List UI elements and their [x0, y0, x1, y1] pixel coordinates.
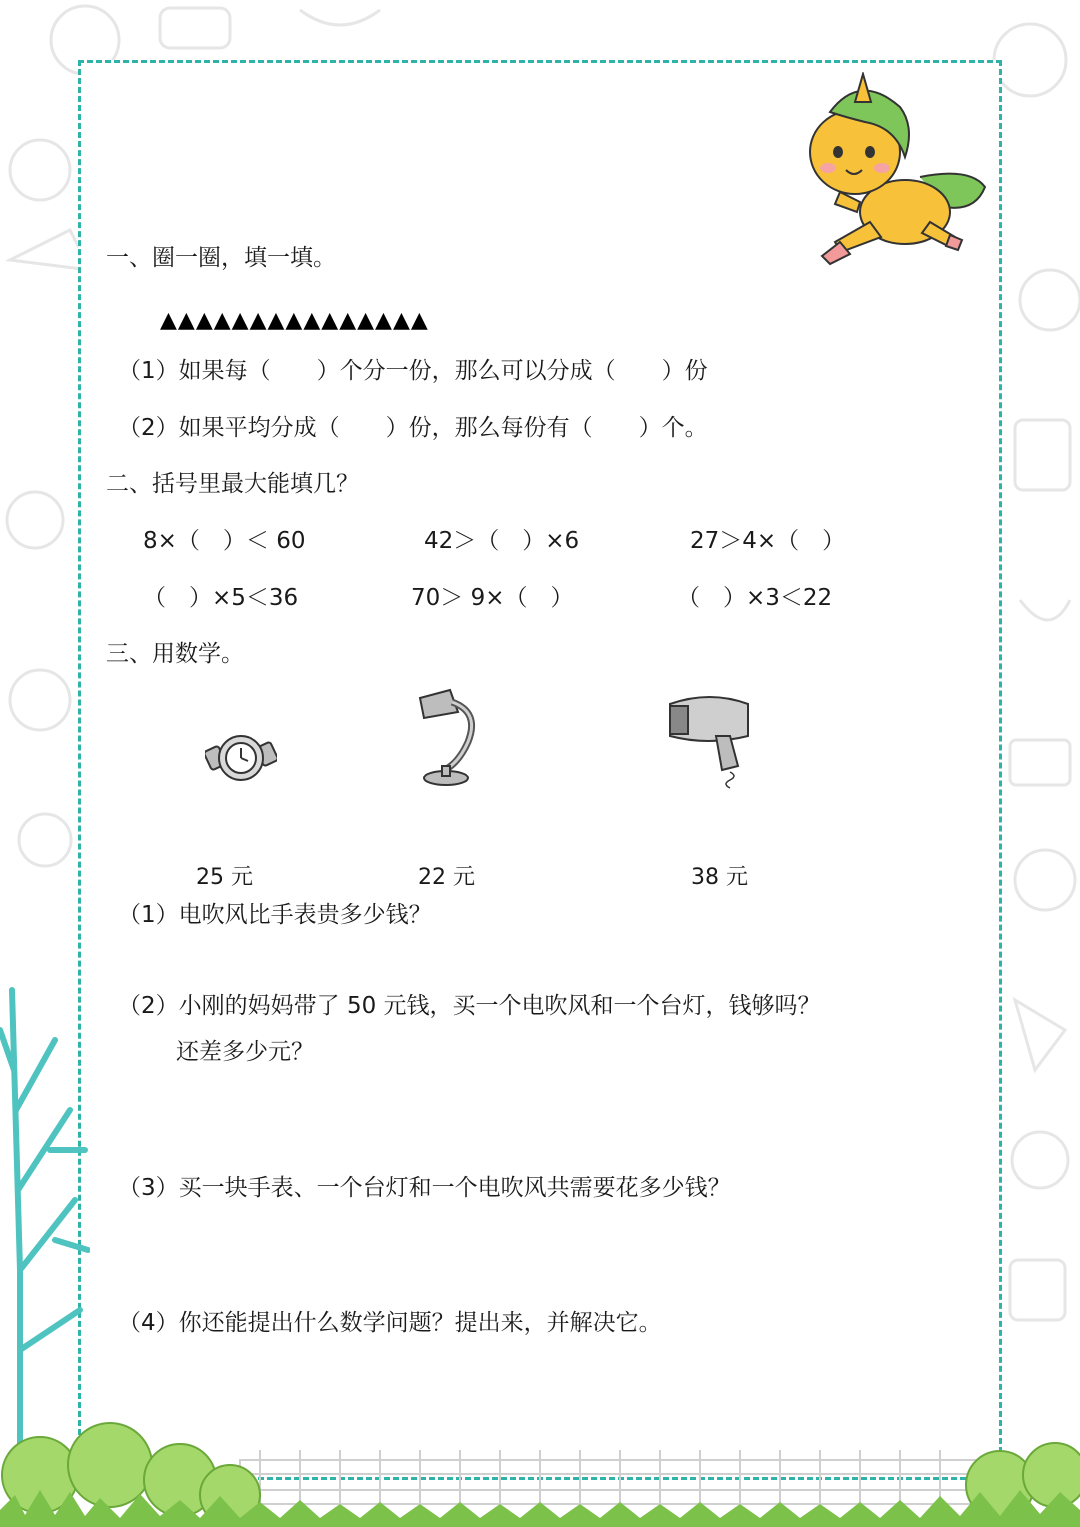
section-1-question-2: （2）如果平均分成（ ）份，那么每份有（ ）个。 [118, 415, 708, 441]
section-3-question-4: （4）你还能提出什么数学问题？提出来，并解决它。 [118, 1310, 662, 1336]
section-3-question-1: （1）电吹风比手表贵多少钱？ [118, 902, 432, 928]
watch-icon [205, 722, 277, 792]
section-2-heading: 二、括号里最大能填几？ [106, 471, 359, 497]
inequality-5: 70＞ 9×（ ） [411, 585, 574, 611]
triangle-row: ▲▲▲▲▲▲▲▲▲▲▲▲▲▲▲ [160, 308, 429, 333]
hair-dryer-icon [666, 692, 756, 790]
lamp-price: 22 元 [418, 865, 475, 890]
inequality-6: （ ）×3＜22 [677, 585, 833, 611]
unicorn-illustration [800, 72, 995, 272]
section-3-question-3: （3）买一块手表、一个台灯和一个电吹风共需要花多少钱？ [118, 1175, 731, 1201]
grass-fence-decoration [0, 1420, 1080, 1527]
inequality-2: 42＞（ ）×6 [424, 528, 580, 554]
tree-decoration [0, 950, 90, 1470]
section-3-heading: 三、用数学。 [106, 641, 244, 667]
section-1-heading: 一、圈一圈，填一填。 [106, 245, 336, 271]
watch-price: 25 元 [196, 865, 253, 890]
inequality-3: 27＞4×（ ） [690, 528, 846, 554]
inequality-1: 8×（ ）＜ 60 [143, 528, 306, 554]
section-1-question-1: （1）如果每（ ）个分一份，那么可以分成（ ）份 [118, 358, 708, 384]
dryer-price: 38 元 [691, 865, 748, 890]
section-3-question-2: （2）小刚的妈妈带了 50 元钱，买一个电吹风和一个台灯，钱够吗？ [118, 993, 821, 1019]
desk-lamp-icon [412, 688, 484, 788]
inequality-4: （ ）×5＜36 [143, 585, 299, 611]
section-3-question-2-continued: 还差多少元？ [176, 1039, 314, 1065]
